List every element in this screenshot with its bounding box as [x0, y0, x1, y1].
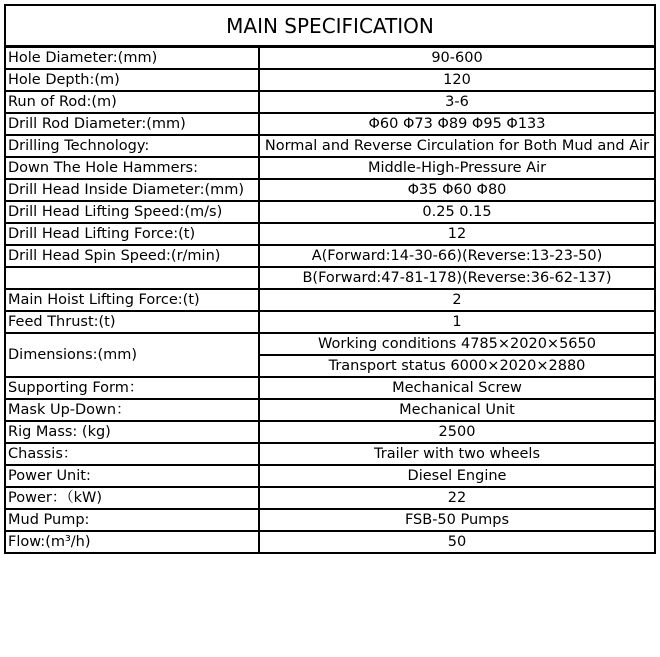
- spec-label: Flow:(m³/h): [5, 531, 259, 553]
- spec-label: Drill Rod Diameter:(mm): [5, 113, 259, 135]
- spec-label: Hole Depth:(m): [5, 69, 259, 91]
- table-row: [5, 267, 655, 289]
- table-row: [5, 487, 655, 509]
- table-row: [5, 311, 655, 333]
- page-title: MAIN SPECIFICATION: [5, 5, 655, 47]
- table-row: [5, 223, 655, 245]
- table-row: [5, 443, 655, 465]
- dimensions-label: Dimensions:(mm): [5, 333, 259, 377]
- table-row: [5, 179, 655, 201]
- spec-sheet: [4, 4, 654, 554]
- spec-label: Drilling Technology:: [5, 135, 259, 157]
- spec-value: 22: [259, 487, 655, 509]
- spec-label: Drill Head Spin Speed:(r/min): [5, 245, 259, 267]
- spec-label: Drill Head Lifting Speed:(m/s): [5, 201, 259, 223]
- spec-value: Φ35 Φ60 Φ80: [259, 179, 655, 201]
- spec-label: Supporting Form：: [5, 377, 259, 399]
- table-row: [5, 377, 655, 399]
- spec-value: 12: [259, 223, 655, 245]
- spec-label: Hole Diameter:(mm): [5, 47, 259, 69]
- table-row: [5, 509, 655, 531]
- spec-value: Trailer with two wheels: [259, 443, 655, 465]
- spec-value: Normal and Reverse Circulation for Both Mud and Air: [259, 135, 655, 157]
- spec-label: Drill Head Inside Diameter:(mm): [5, 179, 259, 201]
- spec-value: 50: [259, 531, 655, 553]
- table-row: [5, 421, 655, 443]
- spec-value: Diesel Engine: [259, 465, 655, 487]
- spec-value: Φ60 Φ73 Φ89 Φ95 Φ133: [259, 113, 655, 135]
- spec-label: Down The Hole Hammers:: [5, 157, 259, 179]
- spec-label: Power Unit:: [5, 465, 259, 487]
- spec-label: Chassis：: [5, 443, 259, 465]
- spec-value: 3-6: [259, 91, 655, 113]
- spec-value: Mechanical Unit: [259, 399, 655, 421]
- spec-label: Run of Rod:(m): [5, 91, 259, 113]
- dimensions-row: [5, 333, 655, 355]
- spec-label: Main Hoist Lifting Force:(t): [5, 289, 259, 311]
- spec-table: [4, 4, 656, 554]
- table-row: [5, 201, 655, 223]
- spec-label: Drill Head Lifting Force:(t): [5, 223, 259, 245]
- table-row: [5, 69, 655, 91]
- spec-value: 90-600: [259, 47, 655, 69]
- dimensions-working: Working conditions 4785×2020×5650: [259, 333, 655, 355]
- spec-value: 2500: [259, 421, 655, 443]
- title-row: [5, 5, 655, 47]
- spec-value: FSB-50 Pumps: [259, 509, 655, 531]
- spec-value: B(Forward:47-81-178)(Reverse:36-62-137): [259, 267, 655, 289]
- table-row: [5, 157, 655, 179]
- table-row: [5, 47, 655, 69]
- spec-label: Rig Mass: (kg): [5, 421, 259, 443]
- table-row: [5, 531, 655, 553]
- spec-value: A(Forward:14-30-66)(Reverse:13-23-50): [259, 245, 655, 267]
- spec-label: Mask Up-Down：: [5, 399, 259, 421]
- spec-label: Power：（kW): [5, 487, 259, 509]
- table-row: [5, 113, 655, 135]
- spec-value: 120: [259, 69, 655, 91]
- spec-value: 1: [259, 311, 655, 333]
- table-row: [5, 135, 655, 157]
- spec-value: Mechanical Screw: [259, 377, 655, 399]
- table-row: [5, 465, 655, 487]
- spec-value: Middle-High-Pressure Air: [259, 157, 655, 179]
- spec-value: 2: [259, 289, 655, 311]
- table-row: [5, 245, 655, 267]
- spec-label: Mud Pump:: [5, 509, 259, 531]
- table-row: [5, 91, 655, 113]
- dimensions-transport: Transport status 6000×2020×2880: [259, 355, 655, 377]
- spec-label: Feed Thrust:(t): [5, 311, 259, 333]
- spec-label: [5, 267, 259, 289]
- table-row: [5, 289, 655, 311]
- spec-value: 0.25 0.15: [259, 201, 655, 223]
- table-row: [5, 399, 655, 421]
